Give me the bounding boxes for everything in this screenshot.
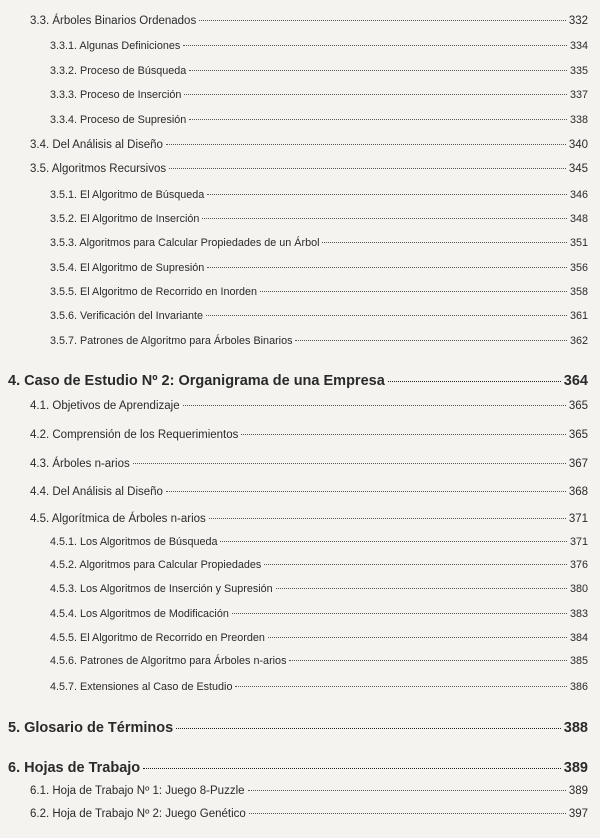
- toc-entry-title: 3.5.7. Patrones de Algoritmo para Árboles Binarios: [50, 335, 293, 347]
- toc-subsection-entry: [50, 89, 588, 101]
- toc-page-number: 332: [568, 15, 588, 27]
- dot-leader: [133, 463, 566, 464]
- toc-entry-title: 4.2. Comprensión de los Requerimientos: [30, 429, 239, 441]
- toc-section-entry: [30, 429, 588, 441]
- toc-entry-title: 4. Caso de Estudio Nº 2: Organigrama de una Empresa: [8, 373, 385, 389]
- toc-page-number: 388: [563, 720, 588, 736]
- toc-page-number: 345: [568, 163, 588, 175]
- toc-entry-title: 6.1. Hoja de Trabajo Nº 1: Juego 8-Puzzle: [30, 785, 245, 797]
- dot-leader: [322, 242, 567, 243]
- toc-subsection-entry: [50, 583, 588, 595]
- toc-subsection-entry: [50, 114, 588, 126]
- dot-leader: [249, 813, 566, 814]
- dot-leader: [143, 768, 561, 769]
- dot-leader: [206, 315, 567, 316]
- toc-entry-title: 3.5.5. El Algoritmo de Recorrido en Inorden: [50, 286, 258, 298]
- toc-entry-title: 3.3.3. Proceso de Inserción: [50, 89, 182, 101]
- toc-entry-title: 3.5. Algoritmos Recursivos: [30, 163, 167, 175]
- toc-subsection-entry: [50, 559, 588, 571]
- toc-page-number: 380: [569, 583, 588, 595]
- toc-entry-title: 6. Hojas de Trabajo: [8, 760, 141, 776]
- dot-leader: [166, 491, 566, 492]
- toc-entry-title: 3.3.1. Algunas Definiciones: [50, 40, 181, 52]
- toc-page-number: 348: [569, 213, 588, 225]
- toc-entry-title: 3.3. Árboles Binarios Ordenados: [30, 15, 197, 27]
- dot-leader: [264, 564, 567, 565]
- toc-page-number: 335: [569, 65, 588, 77]
- toc-page-number: 376: [569, 559, 588, 571]
- toc-subsection-entry: [50, 310, 588, 322]
- toc-page-number: 385: [569, 655, 588, 667]
- toc-entry-title: 3.3.4. Proceso de Supresión: [50, 114, 187, 126]
- toc-page-number: 340: [568, 139, 588, 151]
- toc-entry-title: 4.3. Árboles n-arios: [30, 458, 130, 470]
- toc-subsection-entry: [50, 536, 588, 548]
- dot-leader: [183, 45, 567, 46]
- dot-leader: [295, 340, 567, 341]
- toc-page-number: 338: [569, 114, 588, 126]
- dot-leader: [166, 144, 566, 145]
- toc-entry-title: 3.5.3. Algoritmos para Calcular Propiedades de un Árbol: [50, 237, 320, 249]
- toc-entry-title: 4.5.1. Los Algoritmos de Búsqueda: [50, 536, 218, 548]
- toc-page-number: 367: [568, 458, 588, 470]
- toc-subsection-entry: [50, 237, 588, 249]
- toc-page-number: 384: [569, 632, 588, 644]
- toc-section-entry: [30, 513, 588, 525]
- dot-leader: [276, 588, 567, 589]
- toc-page-number: 389: [568, 785, 588, 797]
- dot-leader: [209, 518, 566, 519]
- toc-section-entry: [30, 486, 588, 498]
- dot-leader: [184, 94, 567, 95]
- toc-page-number: 371: [569, 536, 588, 548]
- dot-leader: [241, 434, 565, 435]
- toc-page-number: 365: [568, 400, 588, 412]
- toc-subsection-entry: [50, 681, 588, 693]
- toc-subsection-entry: [50, 262, 588, 274]
- toc-chapter-entry: [8, 373, 588, 389]
- toc-page-number: 351: [569, 237, 588, 249]
- dot-leader: [202, 218, 567, 219]
- toc-subsection-entry: [50, 286, 588, 298]
- toc-entry-title: 4.5.6. Patrones de Algoritmo para Árboles n-arios: [50, 655, 287, 667]
- dot-leader: [289, 660, 567, 661]
- dot-leader: [207, 194, 567, 195]
- toc-section-entry: [30, 458, 588, 470]
- toc-subsection-entry: [50, 335, 588, 347]
- dot-leader: [207, 267, 567, 268]
- toc-subsection-entry: [50, 632, 588, 644]
- toc-page-number: 362: [569, 335, 588, 347]
- toc-entry-title: 3.5.2. El Algoritmo de Inserción: [50, 213, 200, 225]
- dot-leader: [268, 637, 567, 638]
- toc-entry-title: 4.5.2. Algoritmos para Calcular Propiedades: [50, 559, 262, 571]
- toc-page-number: 386: [569, 681, 588, 693]
- dot-leader: [189, 70, 567, 71]
- toc-page-number: 364: [563, 373, 588, 389]
- toc-section-entry: [30, 808, 588, 820]
- toc-page-number: 334: [569, 40, 588, 52]
- toc-page-number: 356: [569, 262, 588, 274]
- toc-entry-title: 3.5.4. El Algoritmo de Supresión: [50, 262, 205, 274]
- dot-leader: [260, 291, 567, 292]
- toc-entry-title: 4.5.5. El Algoritmo de Recorrido en Preorden: [50, 632, 265, 644]
- toc-entry-title: 3.4. Del Análisis al Diseño: [30, 139, 163, 151]
- toc-section-entry: [30, 139, 588, 151]
- toc-page-number: 365: [568, 429, 588, 441]
- toc-entry-title: 4.1. Objetivos de Aprendizaje: [30, 400, 180, 412]
- dot-leader: [183, 405, 566, 406]
- toc-page-number: 346: [569, 189, 588, 201]
- toc-entry-title: 4.5.7. Extensiones al Caso de Estudio: [50, 681, 233, 693]
- toc-entry-title: 3.5.6. Verificación del Invariante: [50, 310, 204, 322]
- toc-subsection-entry: [50, 213, 588, 225]
- toc-page-number: 389: [563, 760, 588, 776]
- dot-leader: [232, 613, 567, 614]
- dot-leader: [388, 381, 561, 382]
- toc-chapter-entry: [8, 760, 588, 776]
- toc-entry-title: 4.4. Del Análisis al Diseño: [30, 486, 163, 498]
- toc-page-number: 358: [569, 286, 588, 298]
- toc-page-number: 371: [568, 513, 588, 525]
- toc-entry-title: 4.5. Algorítmica de Árboles n-arios: [30, 513, 206, 525]
- dot-leader: [248, 790, 566, 791]
- toc-page-number: 361: [569, 310, 588, 322]
- toc-subsection-entry: [50, 40, 588, 52]
- toc-entry-title: 4.5.4. Los Algoritmos de Modificación: [50, 608, 229, 620]
- toc-page-number: 337: [569, 89, 588, 101]
- dot-leader: [220, 541, 567, 542]
- toc-page-number: 397: [568, 808, 588, 820]
- toc-page-number: 383: [569, 608, 588, 620]
- toc-entry-title: 5. Glosario de Términos: [8, 720, 174, 736]
- toc-section-entry: [30, 400, 588, 412]
- toc-entry-title: 3.5.1. El Algoritmo de Búsqueda: [50, 189, 205, 201]
- toc-subsection-entry: [50, 608, 588, 620]
- dot-leader: [176, 728, 561, 729]
- dot-leader: [189, 119, 567, 120]
- toc-entry-title: 3.3.2. Proceso de Búsqueda: [50, 65, 187, 77]
- toc-subsection-entry: [50, 65, 588, 77]
- toc-page-number: 368: [568, 486, 588, 498]
- toc-section-entry: [30, 785, 588, 797]
- toc-entry-title: 6.2. Hoja de Trabajo Nº 2: Juego Genético: [30, 808, 246, 820]
- dot-leader: [169, 168, 566, 169]
- toc-section-entry: [30, 163, 588, 175]
- dot-leader: [199, 20, 566, 21]
- toc-chapter-entry: [8, 720, 588, 736]
- toc-subsection-entry: [50, 655, 588, 667]
- toc-subsection-entry: [50, 189, 588, 201]
- dot-leader: [235, 686, 567, 687]
- toc-entry-title: 4.5.3. Los Algoritmos de Inserción y Supresión: [50, 583, 273, 595]
- toc-section-entry: [30, 15, 588, 27]
